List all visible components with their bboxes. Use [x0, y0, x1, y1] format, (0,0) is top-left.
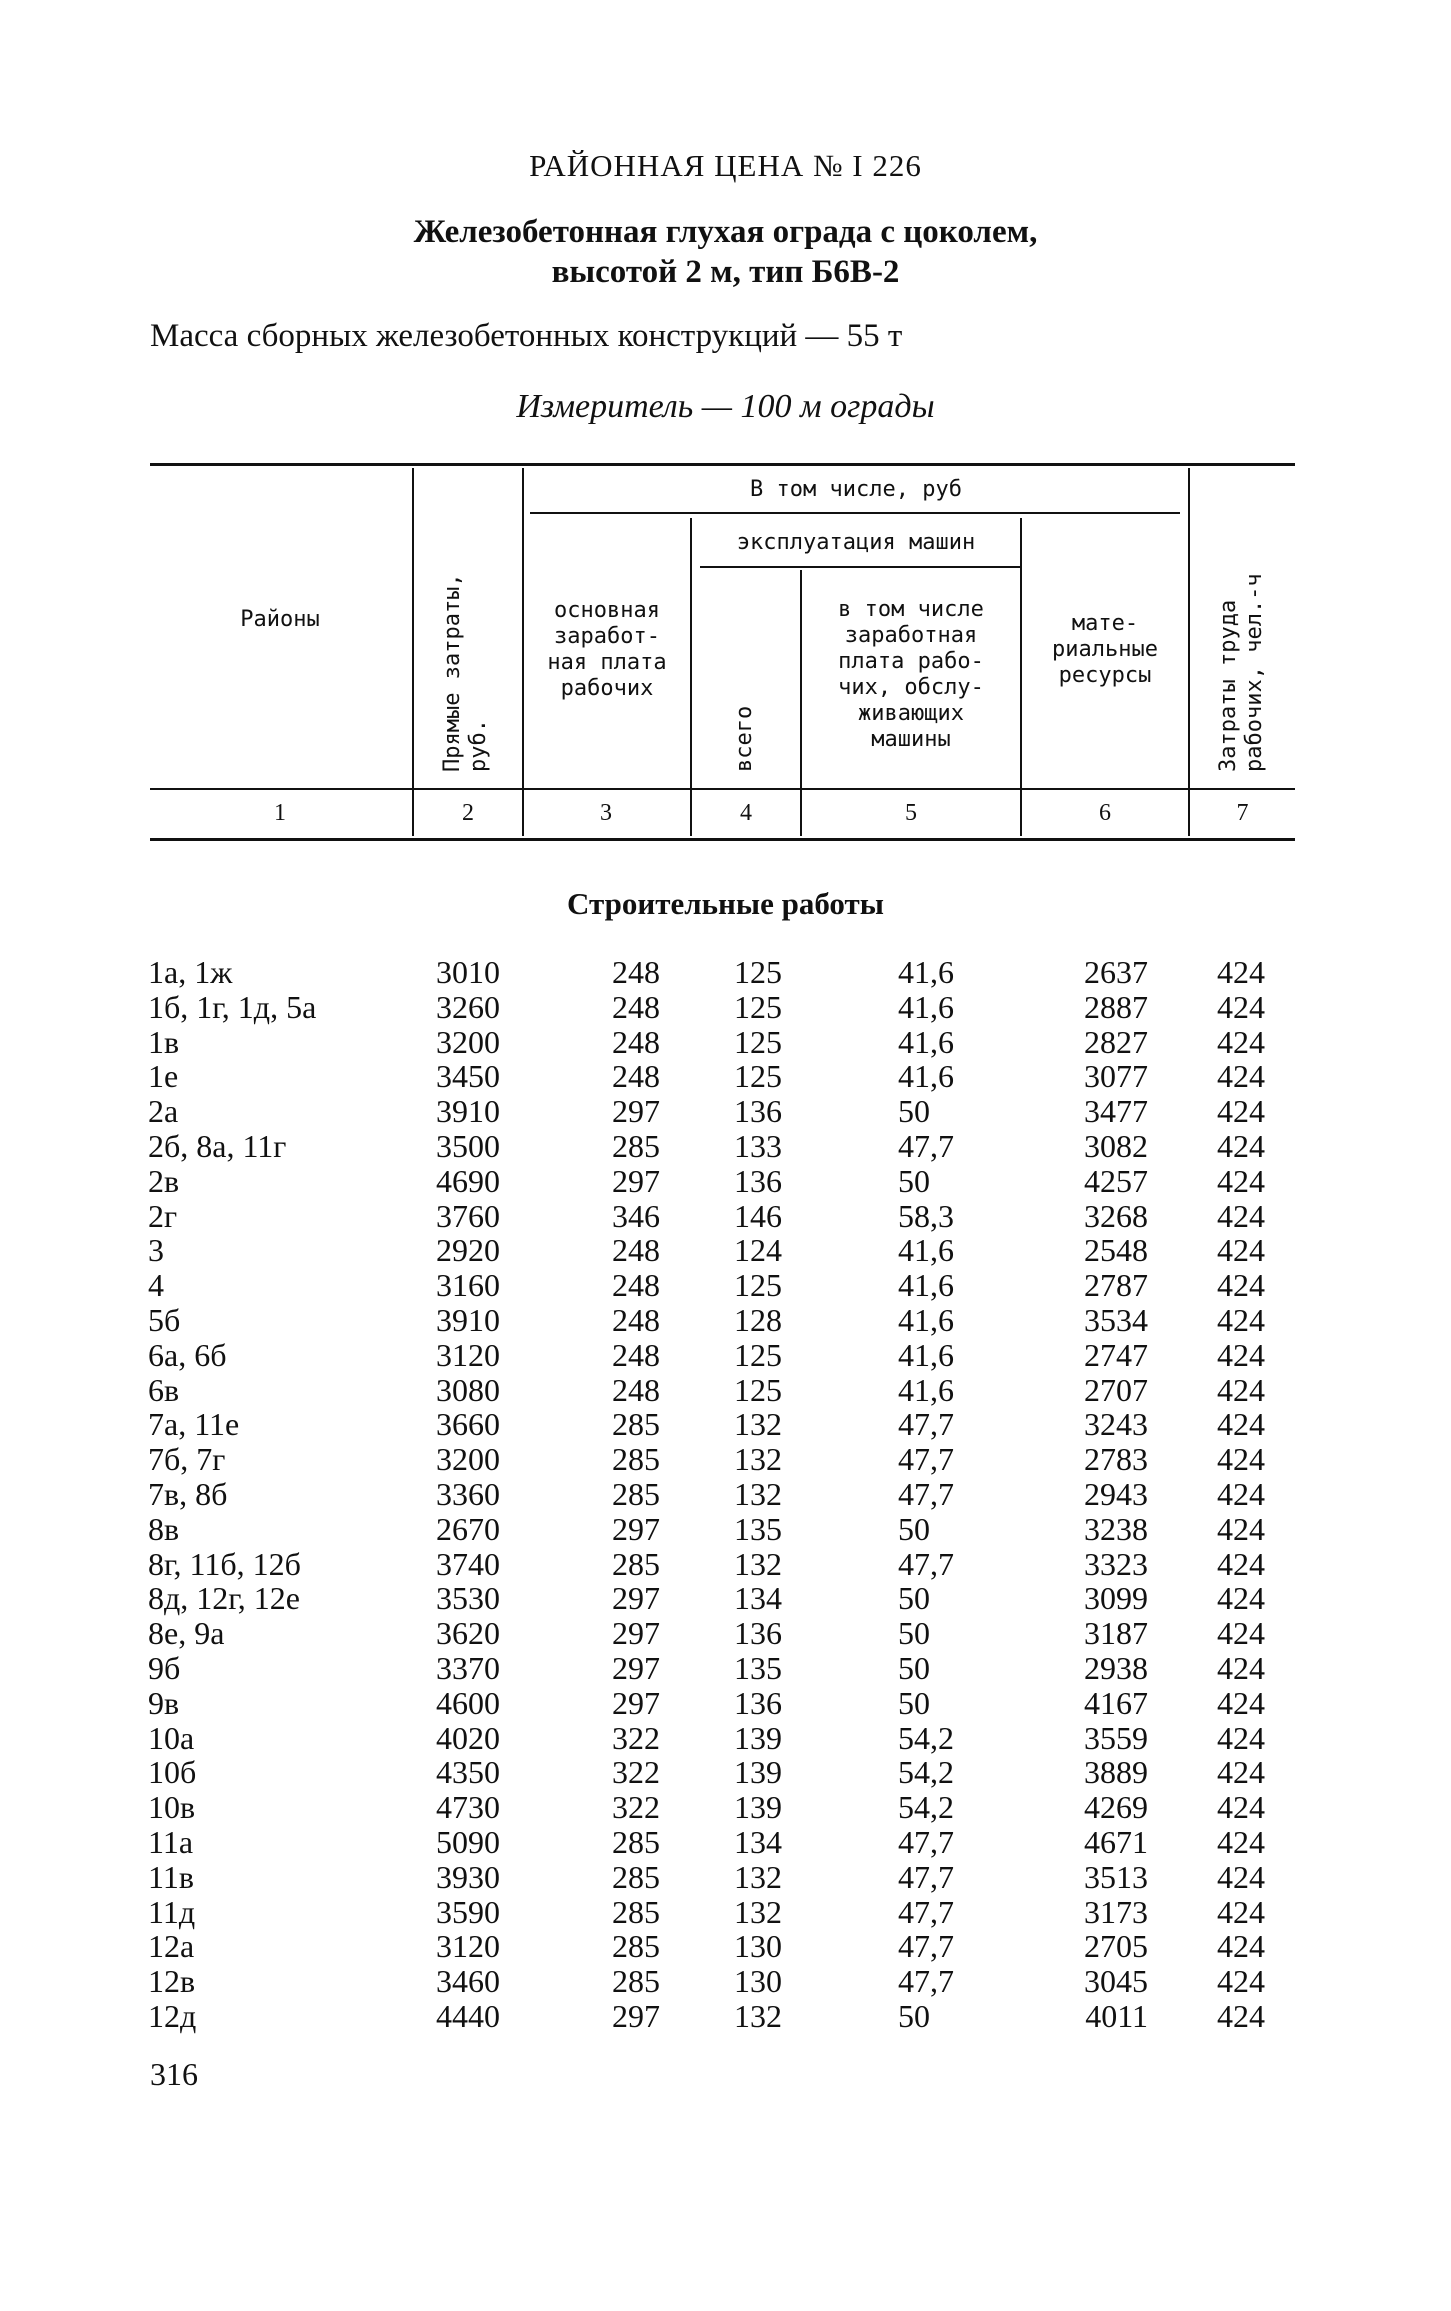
- cell-labor: 424: [1217, 1371, 1265, 1408]
- cell-machines-total: 134: [734, 1823, 782, 1860]
- cell-machines-total: 132: [734, 1545, 782, 1582]
- table-row: [0, 1477, 1451, 1512]
- table-row: [0, 1407, 1451, 1442]
- cell-labor: 424: [1217, 1649, 1265, 1686]
- cell-labor: 424: [1217, 954, 1265, 990]
- table-row: [0, 955, 1451, 990]
- header-direct-costs: [440, 562, 492, 772]
- cell-region: 4: [148, 1267, 164, 1304]
- header-regions: Районы: [240, 607, 320, 632]
- cell-materials: 3889: [1084, 1754, 1148, 1791]
- cell-region: 7а, 11е: [148, 1406, 240, 1443]
- cell-region: 10б: [148, 1754, 197, 1791]
- cell-base-salary: 297: [612, 1649, 660, 1686]
- cell-materials: 3477: [1084, 1093, 1148, 1130]
- cell-machines-salary: 47,7: [898, 1928, 954, 1965]
- cell-base-salary: 285: [612, 1893, 660, 1930]
- cell-region: 6а, 6б: [148, 1336, 227, 1373]
- cell-machines-salary: 47,7: [898, 1475, 954, 1512]
- cell-region: 2в: [148, 1162, 180, 1199]
- cell-materials: 2747: [1084, 1336, 1148, 1373]
- table-row: [0, 1755, 1451, 1790]
- cell-labor: 424: [1217, 1684, 1265, 1721]
- cell-machines-salary: 41,6: [898, 1371, 954, 1408]
- column-number: 3: [600, 799, 612, 826]
- table-row: [0, 1129, 1451, 1164]
- cell-direct-costs: 4020: [436, 1719, 500, 1756]
- cell-machines-total: 125: [734, 1023, 782, 1060]
- cell-base-salary: 322: [612, 1719, 660, 1756]
- vrule-5: [1020, 518, 1022, 836]
- cell-base-salary: 248: [612, 1023, 660, 1060]
- cell-region: 10в: [148, 1789, 196, 1826]
- cell-machines-total: 132: [734, 1475, 782, 1512]
- header-machines: эксплуатация машин: [736, 530, 976, 555]
- cell-base-salary: 297: [612, 1615, 660, 1652]
- cell-machines-salary: 41,6: [898, 1336, 954, 1373]
- vrule-2: [522, 468, 524, 836]
- cell-direct-costs: 3760: [436, 1197, 500, 1234]
- cell-base-salary: 297: [612, 1997, 660, 2034]
- cell-machines-total: 136: [734, 1684, 782, 1721]
- cell-machines-salary: 41,6: [898, 1232, 954, 1269]
- cell-machines-salary: 47,7: [898, 1963, 954, 2000]
- cell-base-salary: 248: [612, 1301, 660, 1338]
- cell-direct-costs: 5090: [436, 1823, 500, 1860]
- cell-base-salary: 285: [612, 1963, 660, 2000]
- table-row: [0, 1999, 1451, 2034]
- table-row: [0, 1059, 1451, 1094]
- cell-machines-salary: 54,2: [898, 1754, 954, 1791]
- cell-direct-costs: 4690: [436, 1162, 500, 1199]
- cell-region: 3: [148, 1232, 164, 1269]
- cell-base-salary: 285: [612, 1127, 660, 1164]
- cell-base-salary: 285: [612, 1928, 660, 1965]
- header-machines-salary-text: в том числе заработная плата рабо-чих, обслу-живающих машины: [838, 597, 984, 752]
- cell-machines-total: 132: [734, 1441, 782, 1478]
- cell-labor: 424: [1217, 1336, 1265, 1373]
- cell-machines-total: 136: [734, 1162, 782, 1199]
- table-row: [0, 1268, 1451, 1303]
- column-number: 4: [740, 799, 752, 826]
- cell-direct-costs: 3160: [436, 1267, 500, 1304]
- cell-direct-costs: 3530: [436, 1580, 500, 1617]
- cell-direct-costs: 3620: [436, 1615, 500, 1652]
- header-bottom-rule: [150, 838, 1295, 841]
- cell-labor: 424: [1217, 1893, 1265, 1930]
- table-row: [0, 1373, 1451, 1408]
- table-row: [0, 1303, 1451, 1338]
- cell-machines-salary: 50: [898, 1580, 930, 1617]
- table-body: [0, 955, 1451, 2034]
- cell-region: 11а: [148, 1823, 194, 1860]
- cell-machines-total: 139: [734, 1789, 782, 1826]
- cell-region: 10а: [148, 1719, 195, 1756]
- cell-machines-salary: 50: [898, 1684, 930, 1721]
- cell-labor: 424: [1217, 1580, 1265, 1617]
- cell-machines-salary: 41,6: [898, 1023, 954, 1060]
- header-base-salary-text: основная заработ-ная плата рабочих: [547, 598, 667, 701]
- cell-machines-salary: 47,7: [898, 1441, 954, 1478]
- cell-labor: 424: [1217, 1789, 1265, 1826]
- cell-machines-salary: 41,6: [898, 1058, 954, 1095]
- cell-machines-salary: 47,7: [898, 1893, 954, 1930]
- table-row: [0, 1199, 1451, 1234]
- cell-machines-total: 134: [734, 1580, 782, 1617]
- cell-materials: 2943: [1084, 1475, 1148, 1512]
- cell-direct-costs: 3010: [436, 954, 500, 990]
- cell-labor: 424: [1217, 1997, 1265, 2034]
- cell-machines-salary: 50: [898, 1510, 930, 1547]
- cell-labor: 424: [1217, 1127, 1265, 1164]
- cell-base-salary: 297: [612, 1162, 660, 1199]
- cell-labor: 424: [1217, 1093, 1265, 1130]
- cell-labor: 424: [1217, 1475, 1265, 1512]
- cell-materials: 2705: [1084, 1928, 1148, 1965]
- cell-machines-total: 132: [734, 1893, 782, 1930]
- table-row: [0, 1512, 1451, 1547]
- cell-base-salary: 248: [612, 1336, 660, 1373]
- cell-materials: 3268: [1084, 1197, 1148, 1234]
- cell-base-salary: 297: [612, 1510, 660, 1547]
- table-row: [0, 1338, 1451, 1373]
- cell-direct-costs: 3740: [436, 1545, 500, 1582]
- cell-labor: 424: [1217, 1197, 1265, 1234]
- cell-base-salary: 285: [612, 1545, 660, 1582]
- table-row: [0, 1616, 1451, 1651]
- cell-base-salary: 297: [612, 1580, 660, 1617]
- including-rule: [530, 512, 1180, 514]
- cell-direct-costs: 2920: [436, 1232, 500, 1269]
- cell-region: 12в: [148, 1963, 196, 2000]
- cell-base-salary: 248: [612, 1267, 660, 1304]
- cell-base-salary: 285: [612, 1441, 660, 1478]
- cell-direct-costs: 3500: [436, 1127, 500, 1164]
- cell-direct-costs: 3450: [436, 1058, 500, 1095]
- cell-machines-salary: 41,6: [898, 954, 954, 990]
- cell-machines-total: 124: [734, 1232, 782, 1269]
- cell-labor: 424: [1217, 1754, 1265, 1791]
- title-line-1: Железобетонная глухая ограда с цоколем,: [413, 214, 1038, 250]
- cell-labor: 424: [1217, 1058, 1265, 1095]
- cell-labor: 424: [1217, 1023, 1265, 1060]
- header-materials: [1024, 590, 1186, 710]
- cell-labor: 424: [1217, 1928, 1265, 1965]
- cell-base-salary: 285: [612, 1858, 660, 1895]
- cell-labor: 424: [1217, 1823, 1265, 1860]
- cell-base-salary: 285: [612, 1823, 660, 1860]
- cell-materials: 2548: [1084, 1232, 1148, 1269]
- cell-machines-total: 132: [734, 1997, 782, 2034]
- table-row: [0, 1686, 1451, 1721]
- cell-region: 5б: [148, 1301, 181, 1338]
- cell-materials: 4167: [1084, 1684, 1148, 1721]
- cell-machines-salary: 50: [898, 1997, 930, 2034]
- cell-region: 9б: [148, 1649, 181, 1686]
- column-number: 7: [1236, 799, 1249, 826]
- cell-machines-salary: 47,7: [898, 1406, 954, 1443]
- cell-machines-total: 130: [734, 1928, 782, 1965]
- cell-direct-costs: 3360: [436, 1475, 500, 1512]
- table-row: [0, 1964, 1451, 1999]
- table-row: [0, 1025, 1451, 1060]
- cell-region: 1е: [148, 1058, 179, 1095]
- cell-region: 1в: [148, 1023, 180, 1060]
- cell-machines-salary: 47,7: [898, 1823, 954, 1860]
- unit-line: Измеритель — 100 м ограды: [516, 388, 935, 425]
- cell-base-salary: 248: [612, 1371, 660, 1408]
- cell-direct-costs: 3930: [436, 1858, 500, 1895]
- cell-machines-total: 136: [734, 1615, 782, 1652]
- cell-base-salary: 248: [612, 988, 660, 1025]
- cell-labor: 424: [1217, 1510, 1265, 1547]
- cell-direct-costs: 3590: [436, 1893, 500, 1930]
- vrule-6: [1188, 468, 1190, 836]
- cell-direct-costs: 3260: [436, 988, 500, 1025]
- cell-materials: 4011: [1085, 1997, 1148, 2034]
- cell-materials: 2787: [1084, 1267, 1148, 1304]
- table-subheading: Строительные работы: [567, 886, 884, 921]
- cell-region: 1а, 1ж: [148, 954, 233, 990]
- cell-direct-costs: 3460: [436, 1963, 500, 2000]
- cell-region: 2а: [148, 1093, 179, 1130]
- table-row: [0, 1094, 1451, 1129]
- cell-labor: 424: [1217, 1615, 1265, 1652]
- cell-labor: 424: [1217, 1719, 1265, 1756]
- cell-machines-salary: 47,7: [898, 1545, 954, 1582]
- cell-machines-salary: 47,7: [898, 1858, 954, 1895]
- table-row: [0, 1164, 1451, 1199]
- title-line-2: высотой 2 м, тип Б6В-2: [551, 254, 900, 290]
- mass-line: Масса сборных железобетонных конструкций — 55 т: [150, 318, 903, 354]
- column-number: 2: [462, 799, 474, 826]
- cell-materials: 2783: [1084, 1441, 1148, 1478]
- table-row: [0, 1929, 1451, 1964]
- cell-labor: 424: [1217, 1406, 1265, 1443]
- cell-direct-costs: 3200: [436, 1023, 500, 1060]
- cell-materials: 3173: [1084, 1893, 1148, 1930]
- cell-machines-total: 136: [734, 1093, 782, 1130]
- cell-region: 11д: [148, 1893, 196, 1930]
- cell-machines-total: 139: [734, 1719, 782, 1756]
- cell-base-salary: 285: [612, 1475, 660, 1512]
- cell-labor: 424: [1217, 1232, 1265, 1269]
- cell-base-salary: 297: [612, 1093, 660, 1130]
- table-row: [0, 1651, 1451, 1686]
- table-row: [0, 990, 1451, 1025]
- cell-materials: 3238: [1084, 1510, 1148, 1547]
- machines-rule: [700, 566, 1022, 568]
- header-labor: [1216, 542, 1268, 772]
- cell-region: 8в: [148, 1510, 180, 1547]
- cell-machines-total: 125: [734, 988, 782, 1025]
- cell-base-salary: 248: [612, 1058, 660, 1095]
- vrule-3: [690, 518, 692, 836]
- cell-labor: 424: [1217, 1963, 1265, 2000]
- cell-base-salary: 322: [612, 1754, 660, 1791]
- cell-materials: 3243: [1084, 1406, 1148, 1443]
- cell-direct-costs: 3660: [436, 1406, 500, 1443]
- table-row: [0, 1233, 1451, 1268]
- cell-base-salary: 248: [612, 954, 660, 990]
- header-base-salary: [526, 580, 688, 720]
- cell-materials: 2887: [1084, 988, 1148, 1025]
- cell-labor: 424: [1217, 1858, 1265, 1895]
- cell-materials: 2707: [1084, 1371, 1148, 1408]
- column-number: 6: [1099, 799, 1111, 826]
- cell-labor: 424: [1217, 1162, 1265, 1199]
- cell-machines-total: 132: [734, 1406, 782, 1443]
- cell-materials: 4269: [1084, 1789, 1148, 1826]
- cell-base-salary: 346: [612, 1197, 660, 1234]
- cell-machines-total: 130: [734, 1963, 782, 2000]
- header-mid-rule-a: [150, 788, 1295, 790]
- cell-materials: 2637: [1084, 954, 1148, 990]
- cell-region: 8д, 12г, 12е: [148, 1580, 300, 1617]
- cell-machines-salary: 50: [898, 1162, 930, 1199]
- cell-materials: 3077: [1084, 1058, 1148, 1095]
- cell-materials: 3099: [1084, 1580, 1148, 1617]
- cell-materials: 3082: [1084, 1127, 1148, 1164]
- cell-machines-total: 133: [734, 1127, 782, 1164]
- cell-materials: 3534: [1084, 1301, 1148, 1338]
- cell-region: 11в: [148, 1858, 194, 1895]
- cell-machines-salary: 54,2: [898, 1719, 954, 1756]
- cell-machines-total: 128: [734, 1301, 782, 1338]
- cell-region: 8г, 11б, 12б: [148, 1545, 301, 1582]
- cell-direct-costs: 4730: [436, 1789, 500, 1826]
- column-number: 1: [274, 799, 286, 826]
- table-row: [0, 1581, 1451, 1616]
- cell-direct-costs: 3080: [436, 1371, 500, 1408]
- cell-direct-costs: 4440: [436, 1997, 500, 2034]
- cell-direct-costs: 3200: [436, 1441, 500, 1478]
- cell-machines-total: 125: [734, 1371, 782, 1408]
- cell-machines-salary: 58,3: [898, 1197, 954, 1234]
- cell-labor: 424: [1217, 1441, 1265, 1478]
- cell-direct-costs: 4350: [436, 1754, 500, 1791]
- table-row: [0, 1860, 1451, 1895]
- cell-base-salary: 285: [612, 1406, 660, 1443]
- cell-machines-total: 125: [734, 1058, 782, 1095]
- cell-direct-costs: 3370: [436, 1649, 500, 1686]
- cell-materials: 3513: [1084, 1858, 1148, 1895]
- cell-machines-salary: 50: [898, 1649, 930, 1686]
- page-number: 316: [150, 2056, 198, 2092]
- cell-machines-salary: 41,6: [898, 1301, 954, 1338]
- column-number: 5: [905, 799, 917, 826]
- table-row: [0, 1790, 1451, 1825]
- cell-machines-total: 125: [734, 954, 782, 990]
- header-including: В том числе, руб: [750, 477, 962, 502]
- cell-labor: 424: [1217, 1301, 1265, 1338]
- cell-machines-total: 146: [734, 1197, 782, 1234]
- header-labor-text: Затраты труда рабочих, чел.-ч: [1216, 573, 1267, 772]
- cell-direct-costs: 3120: [436, 1928, 500, 1965]
- cell-labor: 424: [1217, 1267, 1265, 1304]
- cell-region: 7в, 8б: [148, 1475, 228, 1512]
- cell-machines-salary: 50: [898, 1615, 930, 1652]
- cell-machines-salary: 47,7: [898, 1127, 954, 1164]
- table-header: [0, 0, 1451, 860]
- cell-base-salary: 248: [612, 1232, 660, 1269]
- cell-region: 1б, 1г, 1д, 5а: [148, 988, 317, 1025]
- cell-machines-salary: 41,6: [898, 988, 954, 1025]
- table-row: [0, 1825, 1451, 1860]
- table-row: [0, 1721, 1451, 1756]
- cell-machines-total: 132: [734, 1858, 782, 1895]
- cell-machines-salary: 54,2: [898, 1789, 954, 1826]
- cell-direct-costs: 3910: [436, 1301, 500, 1338]
- cell-machines-total: 135: [734, 1510, 782, 1547]
- section-title: РАЙОННАЯ ЦЕНА № I 226: [529, 148, 922, 183]
- header-machines-salary: [804, 580, 1018, 770]
- header-materials-text: мате-риальные ресурсы: [1052, 611, 1158, 688]
- cell-base-salary: 322: [612, 1789, 660, 1826]
- cell-machines-total: 135: [734, 1649, 782, 1686]
- cell-materials: 4671: [1084, 1823, 1148, 1860]
- cell-labor: 424: [1217, 988, 1265, 1025]
- cell-materials: 3559: [1084, 1719, 1148, 1756]
- table-row: [0, 1442, 1451, 1477]
- cell-direct-costs: 3910: [436, 1093, 500, 1130]
- cell-machines-total: 125: [734, 1336, 782, 1373]
- header-machines-total: всего: [732, 705, 757, 772]
- cell-region: 6в: [148, 1371, 180, 1408]
- vrule-1: [412, 468, 414, 836]
- cell-region: 2г: [148, 1197, 178, 1234]
- cell-region: 12а: [148, 1928, 195, 1965]
- table-row: [0, 1895, 1451, 1930]
- cell-machines-total: 139: [734, 1754, 782, 1791]
- cell-machines-salary: 50: [898, 1093, 930, 1130]
- cell-direct-costs: 2670: [436, 1510, 500, 1547]
- cell-materials: 2827: [1084, 1023, 1148, 1060]
- table-row: [0, 1547, 1451, 1582]
- cell-materials: 3187: [1084, 1615, 1148, 1652]
- cell-base-salary: 297: [612, 1684, 660, 1721]
- cell-direct-costs: 3120: [436, 1336, 500, 1373]
- cell-region: 9в: [148, 1684, 180, 1721]
- cell-labor: 424: [1217, 1545, 1265, 1582]
- cell-region: 7б, 7г: [148, 1441, 226, 1478]
- cell-region: 8е, 9а: [148, 1615, 225, 1652]
- cell-materials: 3045: [1084, 1963, 1148, 2000]
- cell-materials: 4257: [1084, 1162, 1148, 1199]
- cell-materials: 3323: [1084, 1545, 1148, 1582]
- header-direct-costs-text: Прямые затраты, руб.: [440, 573, 491, 772]
- cell-machines-total: 125: [734, 1267, 782, 1304]
- cell-materials: 2938: [1084, 1649, 1148, 1686]
- cell-region: 12д: [148, 1997, 197, 2034]
- cell-region: 2б, 8а, 11г: [148, 1127, 287, 1164]
- cell-machines-salary: 41,6: [898, 1267, 954, 1304]
- header-top-rule: [150, 463, 1295, 466]
- cell-direct-costs: 4600: [436, 1684, 500, 1721]
